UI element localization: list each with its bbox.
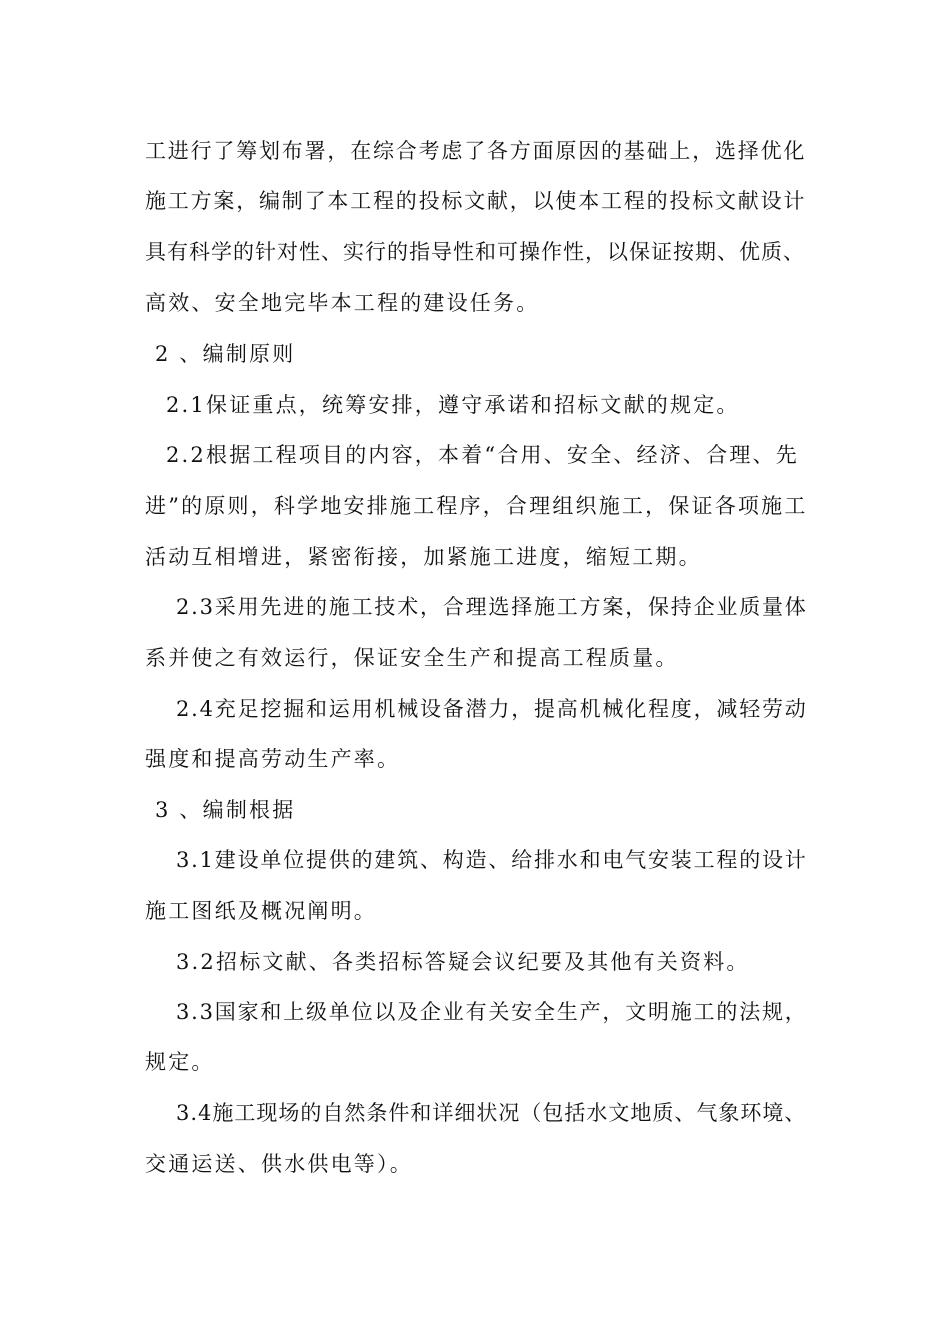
paragraph-line: 3.4施工现场的自然条件和详细状况（包括水文地质、气象环境、 [176, 1101, 807, 1125]
paragraph-line: 具有科学的针对性、实行的指导性和可操作性，以保证按期、优质、 [145, 240, 805, 264]
paragraph-line: 2.3采用先进的施工技术，合理选择施工方案，保持企业质量体 [176, 595, 808, 619]
paragraph-line: 3.3国家和上级单位以及企业有关安全生产，文明施工的法规， [176, 1000, 808, 1024]
paragraph-line: 2.1保证重点，统筹安排，遵守承诺和招标文献的规定。 [166, 393, 740, 417]
paragraph-line: 活动互相增进，紧密衔接，加紧施工进度，缩短工期。 [145, 545, 702, 569]
paragraph-line: 进”的原则，科学地安排施工程序，合理组织施工，保证各项施工 [145, 494, 808, 518]
paragraph-line: 规定。 [145, 1050, 215, 1074]
paragraph-line: 2.4充足挖掘和运用机械设备潜力，提高机械化程度，减轻劳动 [176, 697, 808, 721]
paragraph-line: 工进行了筹划布署，在综合考虑了各方面原因的基础上，选择优化 [145, 139, 807, 163]
paragraph-line: 高效、安全地完毕本工程的建设任务。 [145, 291, 540, 315]
paragraph-line: 施工方案，编制了本工程的投标文献，以使本工程的投标文献设计 [145, 189, 807, 213]
section-heading: 3 、编制根据 [155, 798, 296, 822]
paragraph-line: 系并使之有效运行，保证安全生产和提高工程质量。 [145, 646, 679, 670]
paragraph-line: 3.2招标文献、各类招标答疑会议纪要及其他有关资料。 [176, 950, 750, 974]
paragraph-line: 2.2根据工程项目的内容，本着“合用、安全、经济、合理、先 [166, 443, 799, 467]
paragraph-line: 交通运送、供水供电等）。 [145, 1152, 413, 1176]
section-heading: 2 、编制原则 [155, 342, 296, 366]
paragraph-line: 强度和提高劳动生产率。 [145, 747, 401, 771]
paragraph-line: 3.1建设单位提供的建筑、构造、给排水和电气安装工程的设计 [176, 848, 808, 872]
paragraph-line: 施工图纸及概况阐明。 [145, 899, 377, 923]
